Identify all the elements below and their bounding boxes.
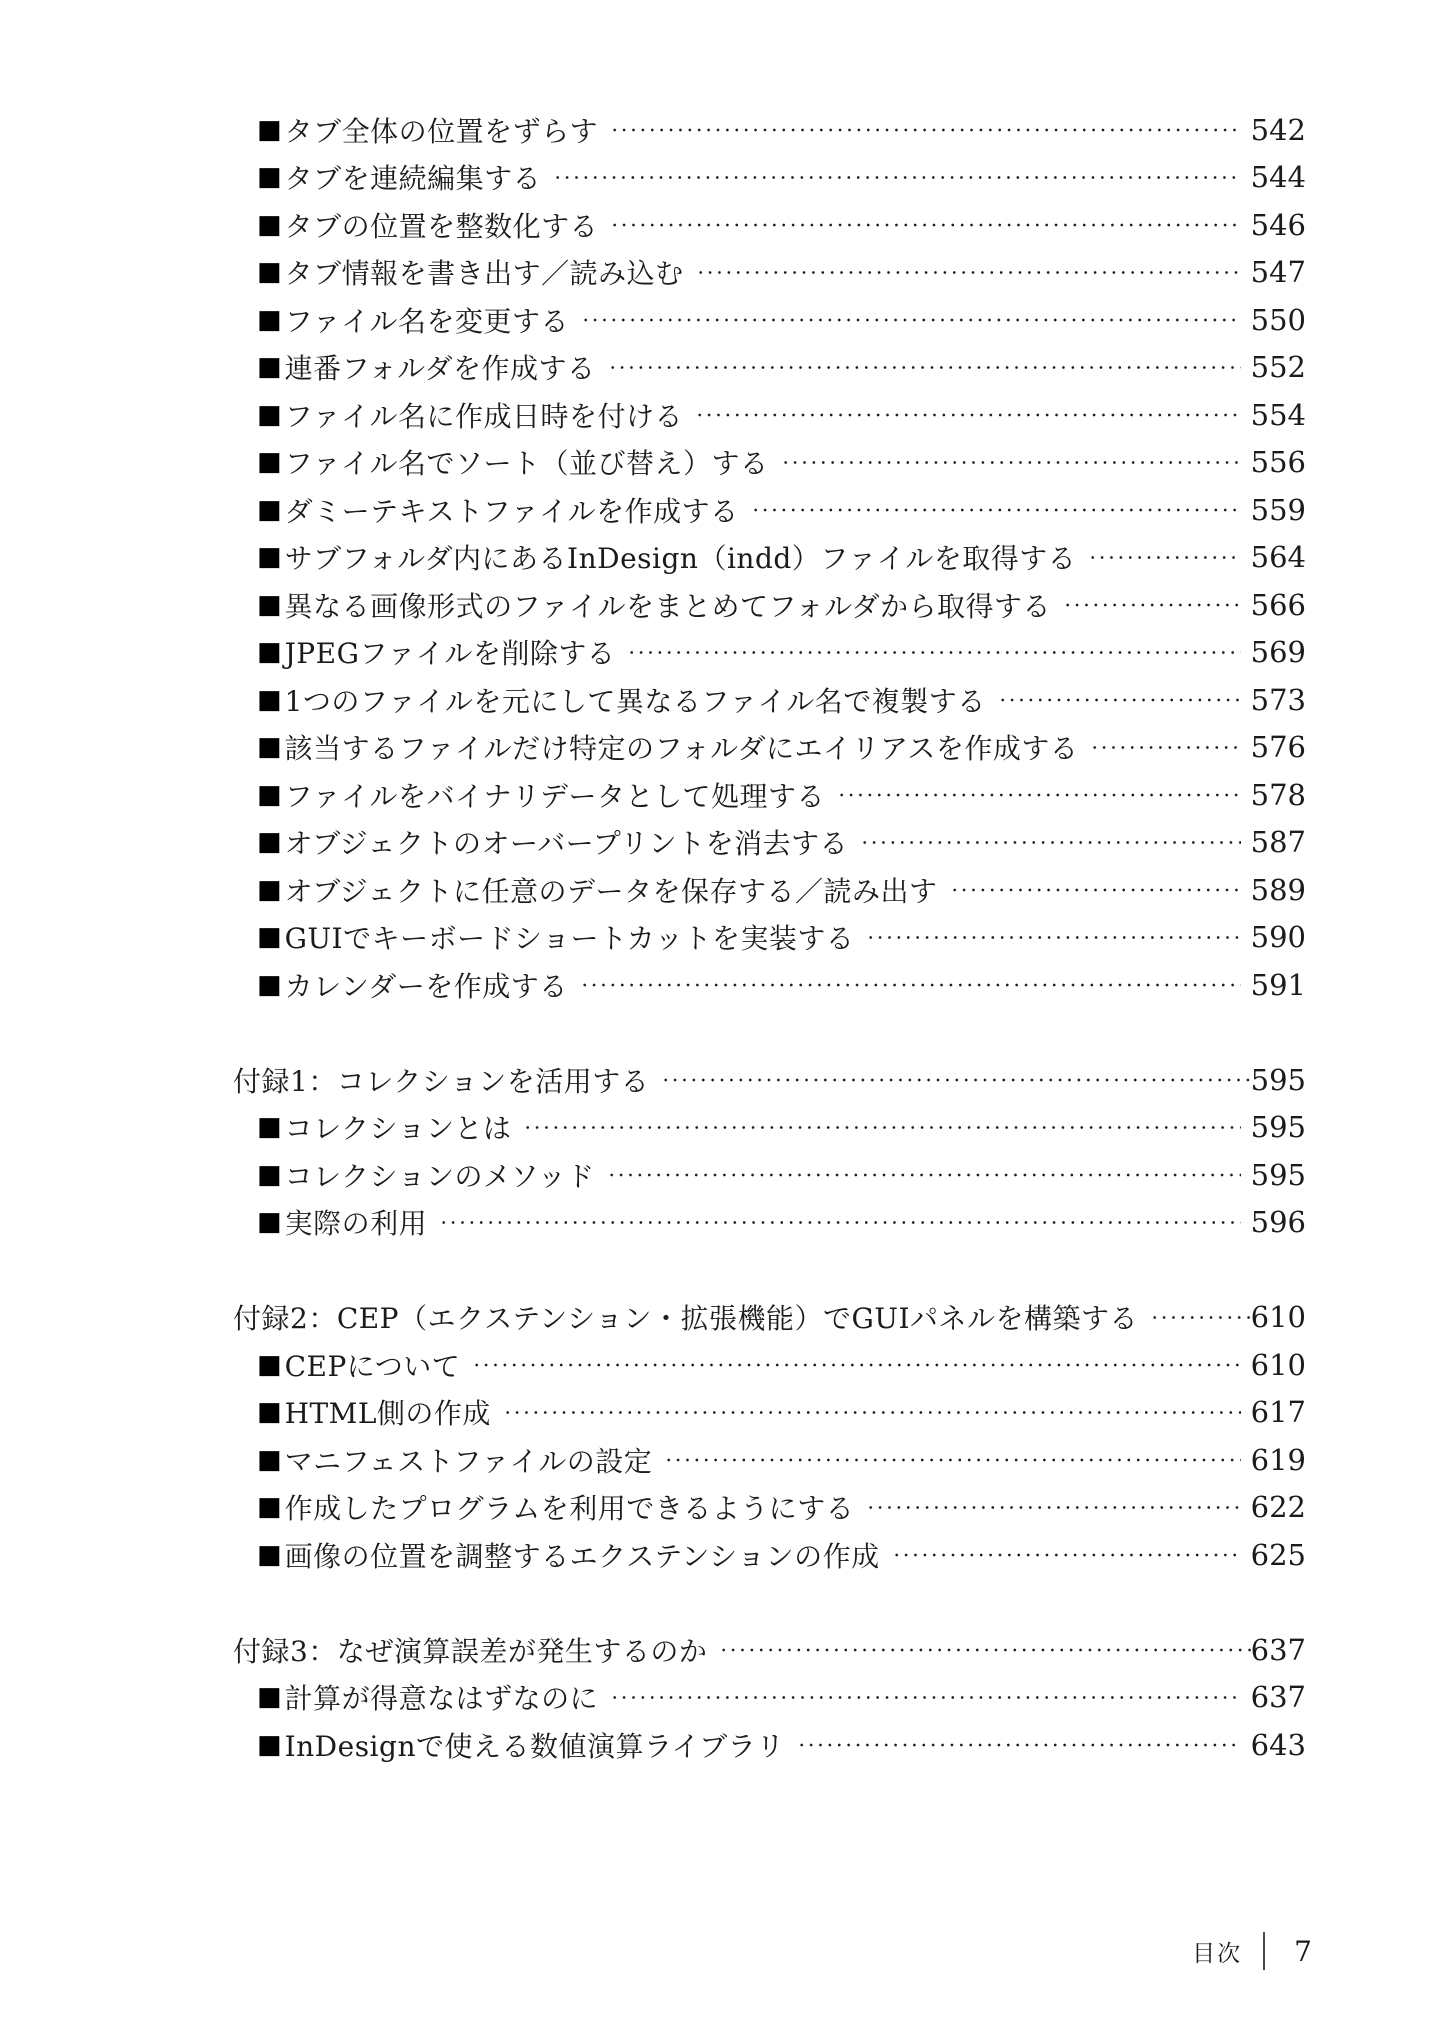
toc-entry: [233, 486, 1306, 534]
toc-entry: [233, 439, 1306, 487]
dot-leader: [661, 1056, 1250, 1104]
entry-label: ダミーテキストファイルを作成する: [284, 494, 739, 528]
entry-label: 実際の利用: [284, 1207, 428, 1241]
toc-entry: [233, 106, 1306, 154]
bullet-square-icon: ■: [257, 1682, 282, 1713]
bullet-square-icon: ■: [257, 827, 282, 858]
entry-label: 1つのファイルを元にして異なるファイル名で複製する: [284, 684, 986, 718]
dot-leader: [608, 344, 1241, 392]
section-heading-label: 付録3：なぜ演算誤差が発生するのか: [233, 1634, 708, 1668]
toc-group: [233, 1056, 1306, 1246]
dot-leader: [610, 1674, 1241, 1722]
entry-page-number: 542: [1250, 112, 1306, 147]
toc-entry: [233, 1436, 1306, 1484]
toc-entry: [233, 1151, 1306, 1199]
entry-label: タブを連続編集する: [284, 162, 542, 196]
bullet-square-icon: ■: [257, 779, 282, 810]
toc-entry: [233, 1104, 1306, 1152]
entry-label: 作成したプログラムを利用できるようにする: [284, 1492, 855, 1526]
entry-label: タブの位置を整数化する: [284, 209, 599, 243]
toc-entry: [233, 391, 1306, 439]
entry-page-number: 576: [1250, 730, 1306, 765]
dot-leader: [553, 154, 1241, 202]
toc-entry: [233, 1484, 1306, 1532]
bullet-square-icon: ■: [257, 1349, 282, 1380]
entry-label: サブフォルダ内にあるInDesign（indd）ファイルを取得する: [284, 542, 1077, 576]
entry-label: カレンダーを作成する: [284, 969, 568, 1003]
toc-entry: [233, 1341, 1306, 1389]
toc-entry: [233, 1721, 1306, 1769]
entry-label: ファイル名を変更する: [284, 304, 570, 338]
entry-label: マニフェストファイルの設定: [284, 1444, 653, 1478]
entry-page-number: 587: [1250, 825, 1306, 860]
dot-leader: [610, 106, 1241, 154]
entry-page-number: 552: [1250, 350, 1306, 385]
toc-entry: [233, 961, 1306, 1009]
dot-leader: [892, 1531, 1241, 1579]
entry-label: HTML側の作成: [284, 1397, 491, 1431]
dot-leader: [1090, 724, 1241, 772]
bullet-square-icon: ■: [257, 637, 282, 668]
entry-page-number: 643: [1250, 1727, 1306, 1762]
entry-label: 異なる画像形式のファイルをまとめてフォルダから取得する: [284, 589, 1052, 623]
dot-leader: [439, 1199, 1241, 1247]
entry-page-number: 556: [1250, 445, 1306, 480]
entry-page-number: 544: [1250, 160, 1306, 195]
entry-page-number: 610: [1250, 1347, 1306, 1382]
entry-page-number: 546: [1250, 207, 1306, 242]
toc: [233, 106, 1306, 1769]
bullet-square-icon: ■: [257, 1159, 282, 1190]
toc-section-heading: [233, 1056, 1306, 1104]
page-footer: [1192, 1930, 1312, 1972]
dot-leader: [950, 866, 1241, 914]
dot-leader: [719, 1626, 1250, 1674]
entry-page-number: 589: [1250, 872, 1306, 907]
bullet-square-icon: ■: [257, 494, 282, 525]
bullet-square-icon: ■: [257, 589, 282, 620]
toc-entry: [233, 1674, 1306, 1722]
bullet-square-icon: ■: [257, 874, 282, 905]
toc-entry: [233, 581, 1306, 629]
bullet-square-icon: ■: [257, 447, 282, 478]
entry-label: 連番フォルダを作成する: [284, 352, 596, 386]
bullet-square-icon: ■: [257, 257, 282, 288]
bullet-square-icon: ■: [257, 352, 282, 383]
entry-page-number: 550: [1250, 302, 1306, 337]
bullet-square-icon: ■: [257, 922, 282, 953]
entry-label: CEPについて: [284, 1349, 461, 1383]
entry-label: オブジェクトに任意のデータを保存する／読み出す: [284, 874, 938, 908]
bullet-square-icon: ■: [257, 162, 282, 193]
dot-leader: [627, 629, 1241, 677]
dot-leader: [751, 486, 1241, 534]
toc-entry: [233, 344, 1306, 392]
entry-page-number: 547: [1250, 255, 1306, 290]
bullet-square-icon: ■: [257, 732, 282, 763]
toc-group: [233, 106, 1306, 1009]
entry-label: コレクションとは: [284, 1112, 512, 1146]
toc-section-heading: [233, 1626, 1306, 1674]
entry-label: タブ全体の位置をずらす: [284, 114, 599, 148]
dot-leader: [781, 439, 1241, 487]
toc-entry: [233, 154, 1306, 202]
dot-leader: [607, 1151, 1241, 1199]
toc-entry: [233, 819, 1306, 867]
entry-page-number: 595: [1250, 1157, 1306, 1192]
toc-entry: [233, 201, 1306, 249]
entry-label: ファイル名でソート（並び替え）する: [284, 447, 769, 481]
toc-entry: [233, 1389, 1306, 1437]
entry-label: GUIでキーボードショートカットを実装する: [284, 922, 855, 956]
dot-leader: [472, 1341, 1241, 1389]
bullet-square-icon: ■: [257, 114, 282, 145]
dot-leader: [998, 676, 1241, 724]
entry-page-number: 573: [1250, 682, 1306, 717]
dot-leader: [1088, 534, 1241, 582]
section-page-number: 595: [1250, 1062, 1306, 1097]
footer-page-number: 7: [1294, 1934, 1312, 1968]
entry-label: ファイル名に作成日時を付ける: [284, 399, 684, 433]
entry-label: コレクションのメソッド: [284, 1159, 595, 1193]
entry-page-number: 554: [1250, 397, 1306, 432]
toc-group: [233, 1626, 1306, 1769]
dot-leader: [664, 1436, 1241, 1484]
toc-entry: [233, 1199, 1306, 1247]
footer-divider: [1263, 1932, 1265, 1970]
dot-leader: [581, 296, 1241, 344]
entry-page-number: 578: [1250, 777, 1306, 812]
toc-entry: [233, 1531, 1306, 1579]
dot-leader: [580, 961, 1241, 1009]
dot-leader: [696, 249, 1241, 297]
bullet-square-icon: ■: [257, 304, 282, 335]
dot-leader: [695, 391, 1241, 439]
toc-entry: [233, 534, 1306, 582]
toc-entry: [233, 771, 1306, 819]
entry-label: 計算が得意なはずなのに: [284, 1682, 599, 1716]
bullet-square-icon: ■: [257, 209, 282, 240]
entry-label: タブ情報を書き出す／読み込む: [284, 257, 684, 291]
bullet-square-icon: ■: [257, 399, 282, 430]
entry-label: 該当するファイルだけ特定のフォルダにエイリアスを作成する: [284, 732, 1079, 766]
entry-page-number: 622: [1250, 1490, 1306, 1525]
bullet-square-icon: ■: [257, 1207, 282, 1238]
bullet-square-icon: ■: [257, 1492, 282, 1523]
dot-leader: [837, 771, 1241, 819]
toc-entry: [233, 914, 1306, 962]
toc-entry: [233, 296, 1306, 344]
entry-page-number: 619: [1250, 1442, 1306, 1477]
dot-leader: [523, 1104, 1241, 1152]
bullet-square-icon: ■: [257, 1112, 282, 1143]
toc-group: [233, 1294, 1306, 1579]
entry-page-number: 617: [1250, 1395, 1306, 1430]
toc-entry: [233, 629, 1306, 677]
section-heading-label: 付録2：CEP（エクステンション・拡張機能）でGUIパネルを構築する: [233, 1302, 1139, 1336]
bullet-square-icon: ■: [257, 969, 282, 1000]
toc-entry: [233, 249, 1306, 297]
entry-page-number: 595: [1250, 1110, 1306, 1145]
entry-page-number: 566: [1250, 587, 1306, 622]
entry-label: 画像の位置を調整するエクステンションの作成: [284, 1539, 880, 1573]
dot-leader: [866, 914, 1241, 962]
entry-label: ファイルをバイナリデータとして処理する: [284, 779, 825, 813]
dot-leader: [866, 1484, 1241, 1532]
footer-section-label: 目次: [1192, 1940, 1243, 1967]
entry-page-number: 591: [1250, 967, 1306, 1002]
entry-page-number: 569: [1250, 635, 1306, 670]
entry-page-number: 637: [1250, 1680, 1306, 1715]
dot-leader: [797, 1721, 1241, 1769]
toc-section-heading: [233, 1294, 1306, 1342]
entry-page-number: 564: [1250, 540, 1306, 575]
dot-leader: [1063, 581, 1241, 629]
section-heading-label: 付録1：コレクションを活用する: [233, 1064, 650, 1098]
toc-entry: [233, 724, 1306, 772]
toc-entry: [233, 676, 1306, 724]
section-page-number: 610: [1250, 1300, 1306, 1335]
entry-page-number: 596: [1250, 1205, 1306, 1240]
bullet-square-icon: ■: [257, 1729, 282, 1760]
dot-leader: [503, 1389, 1241, 1437]
bullet-square-icon: ■: [257, 1397, 282, 1428]
bullet-square-icon: ■: [257, 542, 282, 573]
entry-page-number: 590: [1250, 920, 1306, 955]
bullet-square-icon: ■: [257, 1444, 282, 1475]
bullet-square-icon: ■: [257, 684, 282, 715]
entry-page-number: 625: [1250, 1537, 1306, 1572]
entry-label: JPEGファイルを削除する: [284, 637, 616, 671]
dot-leader: [1150, 1294, 1251, 1342]
section-page-number: 637: [1250, 1632, 1306, 1667]
dot-leader: [860, 819, 1241, 867]
entry-page-number: 559: [1250, 492, 1306, 527]
toc-entry: [233, 866, 1306, 914]
entry-label: オブジェクトのオーバープリントを消去する: [284, 827, 849, 861]
entry-label: InDesignで使える数値演算ライブラリ: [284, 1729, 785, 1763]
dot-leader: [610, 201, 1241, 249]
bullet-square-icon: ■: [257, 1539, 282, 1570]
